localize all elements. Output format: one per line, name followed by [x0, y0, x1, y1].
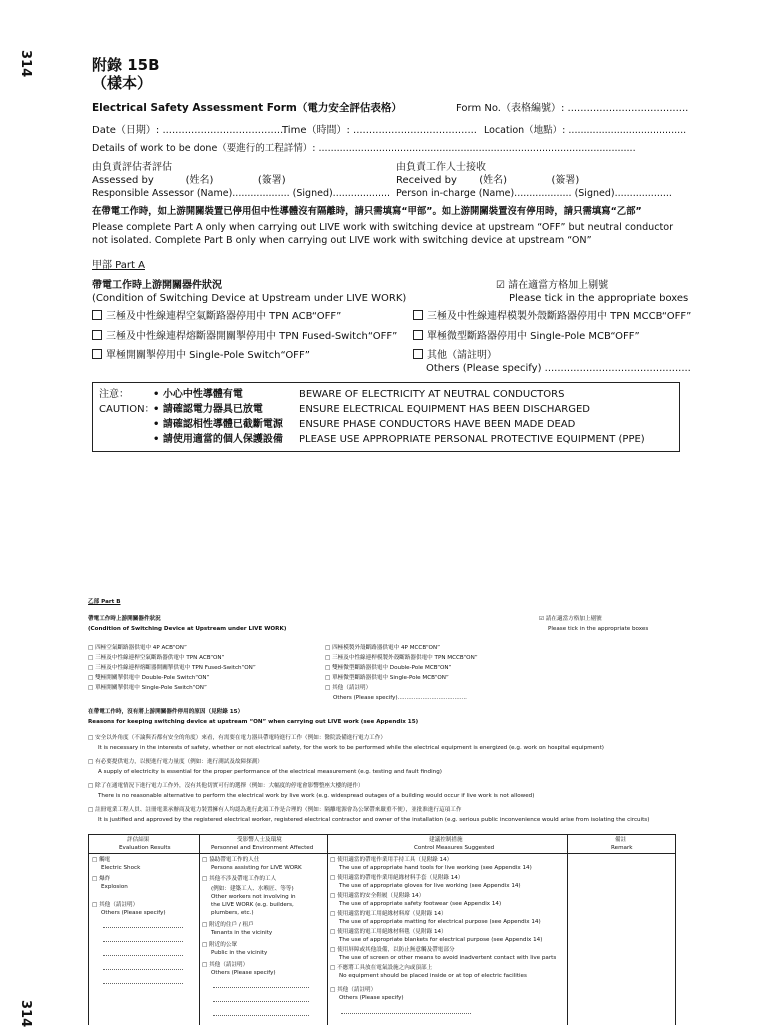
part-a-option-tpn-fused-switch[interactable]: 三極及中性線連桿熔斷器開關掣停用中 TPN Fused-Switch“OFF”: [92, 330, 397, 343]
assessed-by-label: Assessed by (姓名) (簽署): [92, 175, 286, 186]
control-option[interactable]: □ 使用適當的電工用絕緣材料席（見附錄 14）: [330, 911, 447, 917]
affected-option[interactable]: □ 協助帶電工作的人仕: [202, 857, 260, 863]
evaluation-table: [88, 834, 676, 1025]
eval-option[interactable]: □ 其他（請註明）: [92, 902, 139, 908]
checkbox[interactable]: [413, 330, 423, 340]
assessor-signature-field[interactable]: Responsible Assessor (Name)................... (Signed)...................: [92, 188, 391, 199]
part-a-condition-en: (Condition of Switching Device at Upstream under LIVE WORK): [92, 293, 407, 304]
part-b-heading: 乙部 Part B: [88, 599, 121, 605]
part-a-option-tpn-acb[interactable]: 三極及中性線連桿空氣斷路器停用中 TPN ACB“OFF”: [92, 310, 341, 323]
table-header: 受影響人士及環境: [237, 837, 282, 843]
part-b-reasons-en: Reasons for keeping switching device at upstream “ON” when carrying out LIVE work (see Appendix 15): [88, 719, 419, 725]
time-field[interactable]: Time（時間）: .......................................: [282, 125, 477, 136]
table-header: 建議控制措施: [429, 837, 463, 843]
part-b-option[interactable]: □ 其他（請註明）: [325, 685, 372, 691]
checkbox[interactable]: [92, 310, 102, 320]
eval-option-en: Electric Shock: [101, 865, 141, 871]
table-header: 備註: [615, 837, 627, 843]
affected-option-text: the LIVE WORK (e.g. builders,: [211, 902, 294, 908]
reason-item-en: A supply of electricity is essential for the proper performance of the electrical measurement (e.g. testing and fault finding): [98, 769, 442, 775]
reason-item[interactable]: □ 註冊電業工程人員、註冊電業承辦商及電力裝置擁有人均認為進行此項工作是合理的（例如：隔離電源會為公眾帶來嚴重不便），並批准進行這項工作: [88, 807, 462, 813]
location-field[interactable]: Location（地點）: .......................................: [484, 125, 687, 136]
part-a-option-others[interactable]: 其他（請註明）: [413, 349, 497, 362]
part-a-option-tpn-mccb[interactable]: 三極及中性線連桿模製外殼斷路器停用中 TPN MCCB“OFF”: [413, 310, 691, 323]
part-a-tick-en: Please tick in the appropriate boxes: [509, 293, 689, 304]
caution-item-zh: • 請確認相性導體已截斷電源: [153, 419, 283, 430]
control-option-en: Others (Please specify): [339, 995, 404, 1001]
form-number-field[interactable]: Form No.（表格編號）: ......................................: [456, 103, 689, 114]
caution-item-zh: • 請使用適當的個人保護設備: [153, 434, 283, 445]
reason-item-en: There is no reasonable alternative to perform the electrical work by live work (e.g. widespread outages of a building would occur if live work is not allowed): [98, 793, 535, 799]
details-field[interactable]: Details of work to be done（要進行的工程詳情）: .........................................................................................................: [92, 143, 636, 154]
form-title: Electrical Safety Assessment Form（電力安全評估表格）: [92, 102, 402, 114]
page-number-bottom: 314: [18, 1000, 33, 1027]
part-b-option[interactable]: □ 雙極開關掣供電中 Double-Pole Switch“ON”: [88, 675, 210, 681]
part-a-heading: 甲部 Part A: [92, 260, 145, 271]
part-b-option[interactable]: □ 三極及中性線連桿空氣斷路器供電中 TPN ACB“ON”: [88, 655, 225, 661]
instruction-en-1: Please complete Part A only when carrying out LIVE work with switching device at upstream “OFF” but neutral conductor: [92, 222, 674, 233]
affected-option-text: Other workers not involving in: [211, 894, 296, 900]
table-header: Control Measures Suggested: [414, 845, 495, 851]
part-b-option[interactable]: □ 三極及中性線連桿熔斷器開關掣供電中 TPN Fused-Switch“ON”: [88, 665, 256, 671]
table-header: Remark: [611, 845, 633, 851]
eval-option[interactable]: □ 觸電: [92, 857, 111, 863]
eval-option-en: Others (Please specify): [101, 910, 166, 916]
reason-item-en: It is necessary in the interests of safety, whether or not electrical safety, for the work to be performed while the electrical equipment is energized (e.g. work on hospital equipment): [98, 745, 604, 751]
instruction-zh: 在帶電工作時，如上游開關裝置已停用但中性導體沒有隔離時，請只需填寫“甲部”。如上游開關裝置沒有停用時，請只需填寫“乙部”: [92, 206, 642, 217]
date-field[interactable]: Date（日期）: .......................................: [92, 125, 287, 136]
control-option[interactable]: □ 不應將工具放在電氣設施之內或頂部上: [330, 965, 433, 971]
reason-item[interactable]: □ 安全以外角度（不論與否都有安全的角度）來看，有需要在電力器具帶電時進行工作（例如：醫院設備進行電力工作）: [88, 735, 386, 741]
affected-option-en: Tenants in the vicinity: [211, 930, 273, 936]
control-option[interactable]: □ 使用適當的安全鞋履（見附錄 14）: [330, 893, 425, 899]
control-option-en: The use of appropriate gloves for live working (see Appendix 14): [339, 883, 521, 889]
sample-label: （樣本）: [92, 74, 153, 92]
control-option-en: The use of appropriate blankets for electrical purpose (see Appendix 14): [339, 937, 543, 943]
affected-option[interactable]: □ 附近的公眾: [202, 942, 238, 948]
caution-item-zh: • 小心中性導體有電: [153, 389, 243, 400]
part-a-tick-zh: ☑ 請在適當方格加上剔號: [496, 280, 609, 291]
caution-item-en: ENSURE ELECTRICAL EQUIPMENT HAS BEEN DISCHARGED: [299, 404, 590, 415]
part-b-option[interactable]: □ 四極空氣斷路器供電中 4P ACB“ON”: [88, 645, 187, 651]
part-b-condition-en: (Condition of Switching Device at Upstream under LIVE WORK): [88, 626, 287, 632]
affected-option[interactable]: □ 其他不涉及帶電工作的工人: [202, 876, 277, 882]
control-option-en: The use of screen or other means to avoid inadvertent contact with live parts: [339, 955, 557, 961]
control-option[interactable]: □ 使用屏障或其他設備，以防止無意觸及帶電部分: [330, 947, 455, 953]
control-option[interactable]: □ 其他（請註明）: [330, 987, 377, 993]
affected-option-en: Persons assisting for LIVE WORK: [211, 865, 302, 871]
affected-option[interactable]: □ 附近的住戶 / 租戶: [202, 922, 254, 928]
control-option-en: The use of appropriate safety footwear (see Appendix 14): [339, 901, 502, 907]
control-option[interactable]: □ 使用適當的電工用絕緣材料毯（見附錄 14）: [330, 929, 447, 935]
caution-item-en: PLEASE USE APPROPRIATE PERSONAL PROTECTIVE EQUIPMENT (PPE): [299, 434, 645, 445]
received-by-label: Received by (姓名) (簽署): [396, 175, 580, 186]
control-option-en: The use of appropriate matting for electrical purpose (see Appendix 14): [339, 919, 541, 925]
affected-option-text: plumbers, etc.): [211, 910, 254, 916]
checkbox[interactable]: [413, 349, 423, 359]
part-b-reasons-zh: 在帶電工作時，沒有將上游開關器件停用的原因（見附錄 15）: [88, 709, 244, 715]
part-b-option[interactable]: □ 單極開關掣供電中 Single-Pole Switch“ON”: [88, 685, 207, 691]
part-b-tick-zh: ☑ 請在適當方格加上剔號: [539, 616, 602, 622]
part-a-condition-zh: 帶電工作時上游開關器件狀況: [92, 280, 222, 291]
table-header: Evaluation Results: [119, 845, 171, 851]
checkbox[interactable]: [92, 330, 102, 340]
caution-item-zh: • 請確認電力器具已放電: [153, 404, 263, 415]
control-option[interactable]: □ 使用適當的帶電作業用手持工具（見附錄 14）: [330, 857, 453, 863]
affected-option-en: Others (Please specify): [211, 970, 276, 976]
part-a-option-single-pole-mcb[interactable]: 單極微型斷路器停用中 Single-Pole MCB“OFF”: [413, 330, 640, 343]
control-option-en: The use of appropriate hand tools for live working (see Appendix 14): [339, 865, 532, 871]
assessed-zh: 由負責評估者評估: [92, 162, 172, 173]
part-a-others-field[interactable]: Others (Please specify) ..............................................: [426, 363, 691, 374]
instruction-en-2: not isolated. Complete Part B only when carrying out LIVE work with switching device at upstream “ON”: [92, 235, 592, 246]
part-b-option[interactable]: □ 單極微型斷路器供電中 Single-Pole MCB“ON”: [325, 675, 449, 681]
affected-option[interactable]: □ 其他（請註明）: [202, 962, 249, 968]
part-b-tick-en: Please tick in the appropriate boxes: [548, 626, 649, 632]
table-header: Personnel and Environment Affected: [211, 845, 314, 851]
part-a-option-single-pole-switch[interactable]: 單極開關掣停用中 Single-Pole Switch“OFF”: [92, 349, 310, 362]
caution-box: [92, 382, 680, 452]
caution-item-en: ENSURE PHASE CONDUCTORS HAVE BEEN MADE DEAD: [299, 419, 576, 430]
part-b-condition-zh: 帶電工作時上游開關器件狀況: [88, 616, 161, 622]
eval-option[interactable]: □ 爆炸: [92, 876, 111, 882]
appendix-title: 附錄 15B: [92, 56, 160, 74]
checkbox[interactable]: [92, 349, 102, 359]
table-header: 評估結果: [127, 837, 150, 843]
person-in-charge-signature-field[interactable]: Person in-charge (Name)................... (Signed)...................: [396, 188, 672, 199]
part-b-option[interactable]: □ 三極及中性線連桿模製外殼斷路器供電中 TPN MCCB“ON”: [325, 655, 478, 661]
caution-label-en: CAUTION：: [99, 404, 155, 415]
reason-item[interactable]: □ 有必要提供電力，以便進行電力量度（例如：進行測試及故障探測）: [88, 759, 263, 765]
part-b-others-field[interactable]: Others (Please specify).......................................: [333, 695, 467, 701]
received-zh: 由負責工作人士接收: [396, 162, 486, 173]
checkbox[interactable]: [413, 310, 423, 320]
reason-item[interactable]: □ 除了在通電情況下進行電力工作外，沒有其他切實可行的選擇（例如：大幅度的停電會影響整座大樓的運作）: [88, 783, 364, 789]
eval-option-en: Explosion: [101, 884, 128, 890]
caution-label-zh: 注意：: [99, 389, 129, 400]
page-number: 314: [18, 50, 33, 78]
control-option[interactable]: □ 使用適當的帶電作業用絕緣材料手套（見附錄 14）: [330, 875, 464, 881]
caution-item-en: BEWARE OF ELECTRICITY AT NEUTRAL CONDUCTORS: [299, 389, 565, 400]
affected-option-text: (例如：建築工人、水喉匠、等等): [211, 886, 294, 892]
reason-item-en: It is justified and approved by the registered electrical worker, registered electrical contractor and owner of the installation (e.g. serious public inconvenience would arise from isolating the circuits): [98, 817, 650, 823]
control-option-en: No equipment should be placed inside or at top of electric facilities: [339, 973, 527, 979]
part-b-option[interactable]: □ 雙極微型斷路器供電中 Double-Pole MCB“ON”: [325, 665, 452, 671]
part-b-option[interactable]: □ 四極模製外殼斷路器供電中 4P MCCB“ON”: [325, 645, 441, 651]
affected-option-en: Public in the vicinity: [211, 950, 268, 956]
